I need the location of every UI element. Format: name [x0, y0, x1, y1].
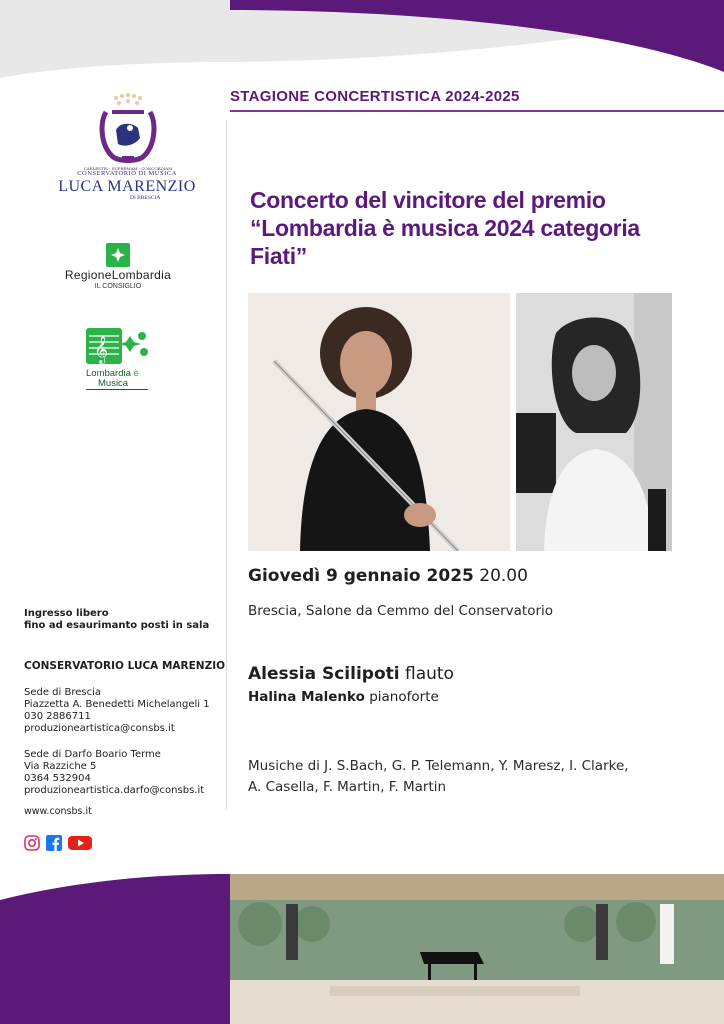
event-date: Giovedì 9 gennaio 2025: [248, 566, 474, 586]
svg-text:𝄞: 𝄞: [94, 335, 109, 363]
program: [248, 756, 688, 798]
performer-instrument: pianoforte: [369, 689, 439, 705]
sede-email[interactable]: produzioneartistica.darfo@consbs.it: [24, 785, 205, 796]
performer-instrument: flauto: [404, 664, 454, 684]
column-divider: [226, 120, 227, 810]
performer-name: Halina Malenko: [248, 689, 365, 705]
svg-text:CAELESTIS · SUPREMAM · CONCORD: CAELESTIS · SUPREMAM · CONCORDIAM: [83, 166, 173, 171]
event-time: 20.00: [479, 566, 528, 586]
top-decorative-swoosh: [0, 0, 724, 90]
instagram-icon[interactable]: [24, 835, 40, 851]
pianist-photo: [516, 293, 672, 551]
facebook-icon[interactable]: [46, 835, 62, 851]
event-datetime: [248, 566, 528, 586]
season-divider: [230, 110, 724, 112]
website-link[interactable]: www.consbs.it: [24, 806, 92, 817]
salone-photo-banner: [0, 860, 724, 1024]
free-entry-line: fino ad esaurimanto posti in sala: [24, 620, 210, 631]
flautist-photo: [248, 293, 510, 551]
sede-phone: 0364 532904: [24, 773, 91, 784]
youtube-icon[interactable]: [68, 835, 92, 851]
sede-phone: 030 2886711: [24, 711, 91, 722]
sede-address: Via Razziche 5: [24, 761, 97, 772]
regione-name: RegioneLombardia: [64, 268, 172, 282]
sede-brescia: [24, 687, 210, 735]
sede-email[interactable]: produzioneartistica@consbs.it: [24, 723, 175, 734]
conservatorio-city: DI BRESCIA: [130, 195, 161, 201]
conservatorio-subtitle: CONSERVATORIO DI MUSICA: [77, 170, 177, 177]
program-line: Musiche di J. S.Bach, G. P. Telemann, Y. Maresz, I. Clarke,: [248, 758, 629, 774]
lem-word-3: Musica: [98, 378, 129, 389]
lem-word-1: Lombardia: [86, 368, 131, 379]
free-entry-note: [24, 608, 209, 632]
sede-darfo: [24, 749, 204, 797]
program-line: A. Casella, F. Martin, F. Martin: [248, 779, 447, 795]
performer: [248, 689, 439, 705]
lem-word-2: è: [133, 368, 139, 379]
conservatorio-name: LUCA MARENZIO: [58, 178, 196, 195]
sede-title: Sede di Brescia: [24, 687, 102, 698]
sede-title: Sede di Darfo Boario Terme: [24, 749, 161, 760]
social-links: [24, 835, 104, 853]
institution-name: CONSERVATORIO LUCA MARENZIO: [24, 660, 226, 672]
regione-lombardia-icon: [106, 243, 130, 267]
event-venue: Brescia, Salone da Cemmo del Conservatorio: [248, 603, 554, 619]
performer: [248, 664, 454, 684]
concert-title: Concerto del vincitore del premio “Lombardia è musica 2024 categoria Fiati”: [250, 187, 640, 269]
regione-sub: IL CONSIGLIO: [94, 283, 142, 290]
lem-underline: [86, 389, 148, 390]
lombardia-musica-icon: [86, 326, 150, 368]
performer-name: Alessia Scilipoti: [248, 664, 400, 684]
season-title: STAGIONE CONCERTISTICA 2024-2025: [230, 88, 520, 105]
sede-address: Piazzetta A. Benedetti Michelangeli 1: [24, 699, 210, 710]
free-entry-line: Ingresso libero: [24, 608, 109, 619]
